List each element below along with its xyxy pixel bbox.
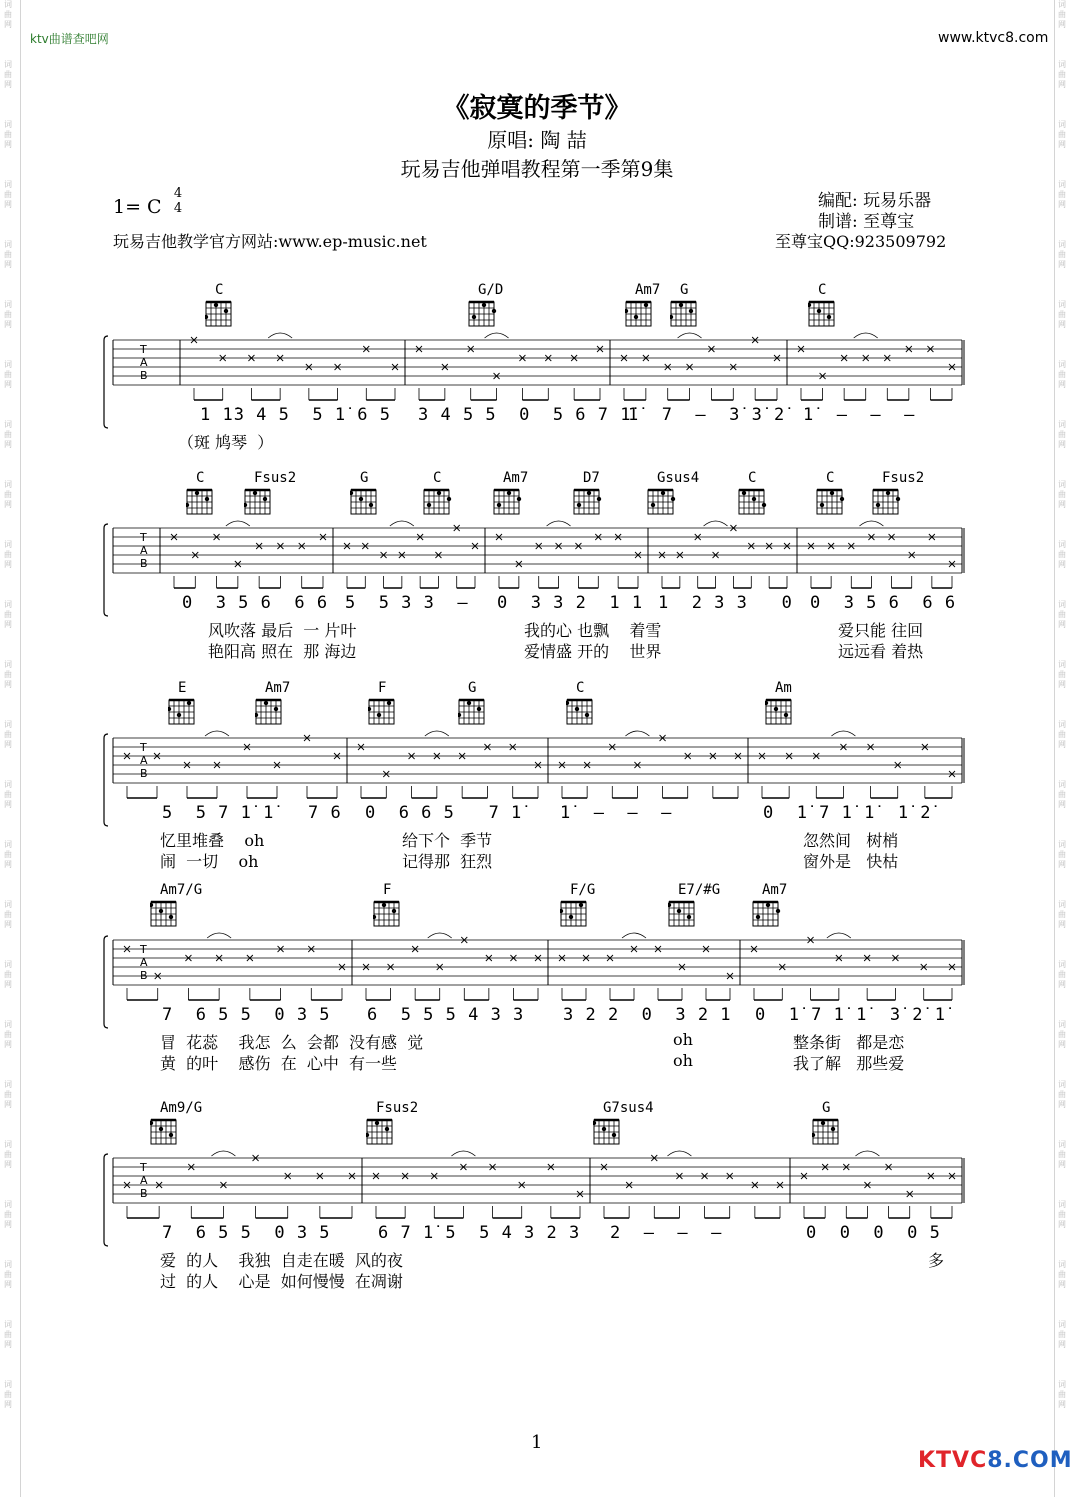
watermark-text: 词曲网 <box>4 840 12 869</box>
chord-diagram <box>625 300 655 326</box>
chord-diagram <box>493 488 523 514</box>
watermark-text: 词曲网 <box>4 300 12 329</box>
watermark-text: 词曲网 <box>4 900 12 929</box>
jianpu-notes: 1̇ – – – <box>560 803 673 823</box>
watermark-text: 词曲网 <box>1058 300 1066 329</box>
watermark-text: 词曲网 <box>4 1020 12 1049</box>
chord-name: Am7 <box>635 282 661 298</box>
watermark-text: 词曲网 <box>4 720 12 749</box>
chord-name: Am7 <box>503 470 529 486</box>
chord-diagram <box>205 300 235 326</box>
chord-name: C <box>433 470 442 486</box>
chord-diagram <box>186 488 216 514</box>
watermark-text: 词曲网 <box>1058 660 1066 689</box>
watermark-text: 词曲网 <box>1058 60 1066 89</box>
tab-letter: B <box>140 369 148 382</box>
lyric-line-2: 记得那 狂烈 <box>402 852 493 871</box>
lyric-line-2: 爱情盛 开的 世界 <box>524 642 662 661</box>
tab-letter: B <box>140 557 148 570</box>
chord-name: C <box>748 470 757 486</box>
jianpu-notes: 5 5 3 3 – <box>345 593 469 613</box>
lyric-line-1: 风吹落 最后 一 片叶 <box>208 621 357 640</box>
lyric-line-2: 艳阳高 照在 那 海边 <box>208 642 357 661</box>
chord-diagram <box>566 698 596 724</box>
jianpu-notes: 0 3 3 2 1 1 <box>497 593 644 613</box>
watermark-text: 词曲网 <box>4 480 12 509</box>
jianpu-notes: 0 1̇ 7 1̇ 1̇ 3̇ 2̇ 1̇ <box>755 1005 946 1025</box>
chord-diagram <box>593 1118 623 1144</box>
chord-diagram <box>366 1118 396 1144</box>
chord-diagram <box>647 488 677 514</box>
watermark-text: 词曲网 <box>1058 1080 1066 1109</box>
chord-name: C <box>576 680 585 696</box>
song-title: 《寂寞的季节》 <box>442 93 632 124</box>
chord-name: G <box>822 1100 831 1116</box>
watermark-text: 词曲网 <box>4 540 12 569</box>
tab-letter: B <box>140 969 148 982</box>
chord-diagram <box>812 1118 842 1144</box>
tab-letter: B <box>140 767 148 780</box>
chord-name: E7/#G <box>678 882 721 898</box>
subtitle: 玩易吉他弹唱教程第一季第9集 <box>400 157 674 181</box>
tab-letter: T <box>140 343 147 356</box>
chord-diagram <box>468 300 498 326</box>
chord-diagram <box>423 488 453 514</box>
watermark-text: 词曲网 <box>1058 600 1066 629</box>
chord-diagram <box>368 698 398 724</box>
watermark-text: 词曲网 <box>1058 480 1066 509</box>
chord-diagram <box>872 488 902 514</box>
chord-diagram <box>670 300 700 326</box>
arranger: 编配: 玩易乐器 <box>818 191 932 211</box>
watermark-text: 词曲网 <box>1058 1140 1066 1169</box>
jianpu-notes: 5 5 7 1̇ 1̇ 7 6 <box>162 803 342 823</box>
site-url: www.ktvc8.com <box>938 30 1049 46</box>
website-line: 玩易吉他教学官方网站:www.ep-music.net <box>113 232 427 251</box>
watermark-text: 词曲网 <box>4 1380 12 1409</box>
chord-name: C <box>818 282 827 298</box>
logo-part-red: KTVC <box>918 1448 988 1473</box>
lyric-line-2: 我了解 那些爱 <box>793 1054 905 1073</box>
lyric-line-1: 冒 花蕊 我怎 么 会都 没有感 觉 <box>160 1033 424 1052</box>
chord-diagram <box>373 900 403 926</box>
time-bottom: 4 <box>173 201 183 216</box>
tab-letter: T <box>140 741 147 754</box>
chord-diagram <box>668 900 698 926</box>
tab-letter: A <box>140 754 148 767</box>
watermark-text: 词曲网 <box>1058 960 1066 989</box>
watermark-text: 词曲网 <box>1058 420 1066 449</box>
chord-name: Fsus2 <box>254 470 297 486</box>
jianpu-notes: 1 1̇3 4 5 5 1̇ 6 5 <box>200 405 391 425</box>
watermark-text: 词曲网 <box>1058 180 1066 209</box>
watermark-text: 词曲网 <box>4 780 12 809</box>
chord-name: Am7 <box>762 882 788 898</box>
chord-name: F/G <box>570 882 596 898</box>
lyric-line-1: 忆里堆叠 oh <box>160 831 265 850</box>
chord-diagram <box>255 698 285 724</box>
ktvc8-logo <box>918 1448 1073 1473</box>
tab-letter: A <box>140 544 148 557</box>
chord-name: C <box>215 282 224 298</box>
jianpu-notes: 1̇ – – – <box>803 405 916 425</box>
jianpu-notes: 7 6 5 5 0 3 5 <box>162 1223 331 1243</box>
jianpu-notes: 3 2 2 0 3 2 1 <box>563 1005 732 1025</box>
logo-part-blue: 8.COM <box>987 1448 1073 1473</box>
chord-diagram <box>458 698 488 724</box>
watermark-text: 词曲网 <box>4 240 12 269</box>
watermark-text: 词曲网 <box>1058 900 1066 929</box>
lyric-line-2: 闹 一切 oh <box>160 852 259 871</box>
jianpu-notes: 1 2 3 3 0 <box>658 593 793 613</box>
lyric-line-1: 爱 的人 我独 自走在暖 风的夜 <box>160 1251 403 1270</box>
jianpu-notes: 1̇ 7 – 3̇ 3̇ 2̇ <box>628 405 786 425</box>
chord-name: G <box>360 470 369 486</box>
chord-diagram <box>168 698 198 724</box>
chord-diagram <box>150 900 180 926</box>
watermark-text: 词曲网 <box>1058 120 1066 149</box>
jianpu-notes: 2 – – – <box>610 1223 723 1243</box>
chord-name: D7 <box>583 470 600 486</box>
chord-name: Am7/G <box>160 882 203 898</box>
lyric-line-1: 忽然间 树梢 <box>803 831 899 850</box>
tab-letter: T <box>140 1161 147 1174</box>
tab-letter: A <box>140 1174 148 1187</box>
watermark-text: 词曲网 <box>4 660 12 689</box>
time-signature <box>172 186 184 216</box>
chord-diagram <box>150 1118 180 1144</box>
tab-letter: A <box>140 956 148 969</box>
chord-name: G <box>468 680 477 696</box>
watermark-text: 词曲网 <box>1058 1320 1066 1349</box>
qq-line: 至尊宝QQ:923509792 <box>775 232 947 251</box>
lyric-line-1: 我的心 也飘 着雪 <box>524 621 662 640</box>
lyric-line-1: 多 <box>928 1251 945 1270</box>
singer-line: 原唱: 陶 喆 <box>487 128 587 152</box>
chord-diagram <box>350 488 380 514</box>
chord-name: Am9/G <box>160 1100 203 1116</box>
lyric-line-2: 过 的人 心是 如何慢慢 在凋谢 <box>160 1272 403 1291</box>
chord-name: Fsus2 <box>376 1100 419 1116</box>
watermark-text: 词曲网 <box>4 420 12 449</box>
chord-diagram <box>560 900 590 926</box>
watermark-text: 词曲网 <box>1058 240 1066 269</box>
watermark-text: 词曲网 <box>4 960 12 989</box>
jianpu-notes: 0 6 6 5 7 1̇ <box>365 803 523 823</box>
lyric-line-1: 给下个 季节 <box>402 831 493 850</box>
watermark-text: 词曲网 <box>4 180 12 209</box>
key-signature: 1= C <box>113 196 162 218</box>
lyric-line-2: 窗外是 快枯 <box>803 852 899 871</box>
lyric-line-2: oh <box>673 1051 693 1070</box>
chord-diagram <box>816 488 846 514</box>
watermark-text: 词曲网 <box>4 1200 12 1229</box>
chord-name: G <box>680 282 689 298</box>
chord-diagram <box>808 300 838 326</box>
tab-letter: B <box>140 1187 148 1200</box>
chord-name: Gsus4 <box>657 470 700 486</box>
watermark-text: 词曲网 <box>4 360 12 389</box>
tab-letter: A <box>140 356 148 369</box>
jianpu-notes: 0 3 5 6 6 6 <box>810 593 957 613</box>
lyric-line-1: 爱只能 往回 <box>838 621 924 640</box>
chord-name: C <box>196 470 205 486</box>
time-top: 4 <box>173 186 183 201</box>
jianpu-notes: 6 5 5 5 4 3 3 <box>367 1005 525 1025</box>
jianpu-notes: 0 3 5 6 6 6 <box>182 593 329 613</box>
page-number: 1 <box>531 1432 543 1453</box>
chord-name: Am <box>775 680 792 696</box>
chord-diagram <box>573 488 603 514</box>
chord-diagram <box>765 698 795 724</box>
chord-name: E <box>178 680 187 696</box>
watermark-text: 词曲网 <box>1058 1020 1066 1049</box>
tab-letter: T <box>140 531 147 544</box>
watermark-text: 词曲网 <box>1058 540 1066 569</box>
jianpu-notes: 3 4 5 5 0 5 6 7 1̇ <box>418 405 632 425</box>
lyric-line-1: （斑 鸠琴 ） <box>178 433 274 452</box>
chord-diagram <box>244 488 274 514</box>
chord-diagram <box>752 900 782 926</box>
watermark-text: 词曲网 <box>1058 1260 1066 1289</box>
watermark-text: 词曲网 <box>1058 360 1066 389</box>
watermark-text: 词曲网 <box>4 120 12 149</box>
lyric-line-2: 黄 的叶 感伤 在 心中 有一些 <box>160 1054 398 1073</box>
chord-name: F <box>378 680 387 696</box>
tab-letter: T <box>140 943 147 956</box>
jianpu-notes: 0 0 0 0 5 <box>806 1223 941 1243</box>
watermark-text: 词曲网 <box>1058 1200 1066 1229</box>
watermark-text: 词曲网 <box>4 60 12 89</box>
lyric-line-2: 远远看 着热 <box>838 642 924 661</box>
jianpu-notes: 0 1̇ 7 1̇ 1̇ 1̇ 2̇ <box>763 803 932 823</box>
chord-name: G/D <box>478 282 504 298</box>
watermark-text: 词曲网 <box>4 0 12 29</box>
watermark-text: 词曲网 <box>1058 840 1066 869</box>
lyric-line-1: oh <box>673 1030 693 1049</box>
watermark-text: 词曲网 <box>1058 720 1066 749</box>
jianpu-notes: 6 7 1̇ 5 5 4 3 2 3 <box>378 1223 581 1243</box>
watermark-text: 词曲网 <box>4 600 12 629</box>
chord-name: F <box>383 882 392 898</box>
watermark-text: 词曲网 <box>1058 780 1066 809</box>
lyric-line-1: 整条街 都是恋 <box>793 1033 905 1052</box>
watermark-text: 词曲网 <box>4 1140 12 1169</box>
watermark-text: 词曲网 <box>1058 0 1066 29</box>
watermark-text: 词曲网 <box>4 1320 12 1349</box>
chord-name: C <box>826 470 835 486</box>
watermark-text: 词曲网 <box>4 1260 12 1289</box>
chord-name: Fsus2 <box>882 470 925 486</box>
chord-diagram <box>738 488 768 514</box>
transcriber: 制谱: 至尊宝 <box>818 212 915 232</box>
chord-name: Am7 <box>265 680 291 696</box>
chord-name: G7sus4 <box>603 1100 654 1116</box>
brand-text: ktv曲谱查吧网 <box>30 32 109 46</box>
watermark-text: 词曲网 <box>4 1080 12 1109</box>
watermark-text: 词曲网 <box>1058 1380 1066 1409</box>
jianpu-notes: 7 6 5 5 0 3 5 <box>162 1005 331 1025</box>
